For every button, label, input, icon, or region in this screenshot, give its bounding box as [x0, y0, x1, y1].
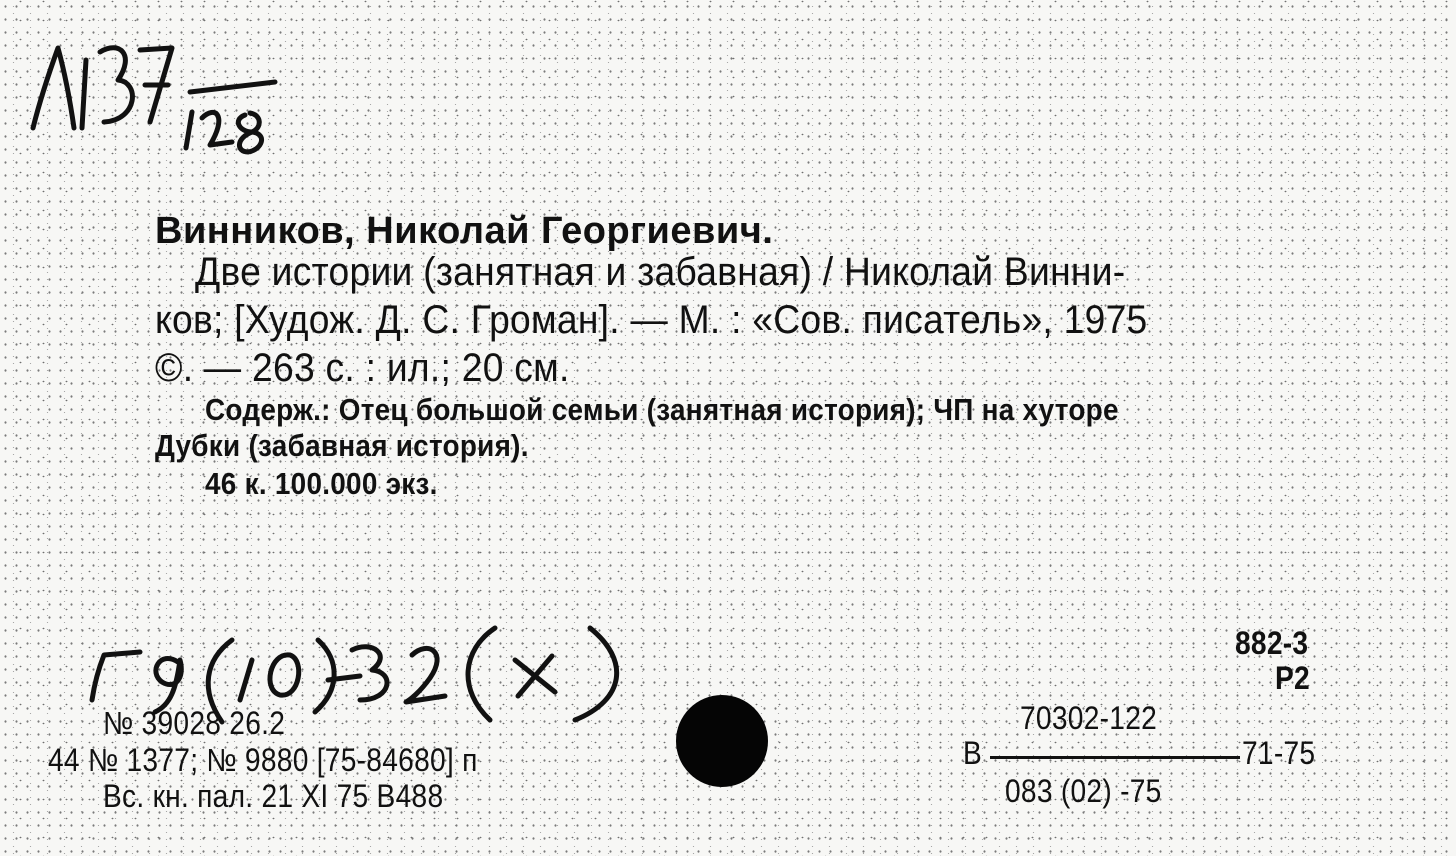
- fraction-rule: [990, 756, 1240, 759]
- chamber-imprint: Вс. кн. пал. 21 XI 75 В488: [103, 778, 444, 814]
- physical-description: ©. — 263 с. : ил.; 20 см.: [155, 346, 570, 390]
- punch-hole: [676, 695, 768, 787]
- registration-number: № 39028 26.2: [103, 705, 286, 741]
- title-line-1: Две истории (занятная и забавная) / Николай Винни-: [195, 250, 1126, 294]
- contents-note-line-1: Содерж.: Отец большой семьи (занятная история); ЧП на хуторе: [205, 392, 1119, 427]
- bbk-index: Р2: [1275, 660, 1310, 696]
- code-denominator: 083 (02) -75: [1005, 773, 1162, 809]
- handwritten-shelfmark: [33, 48, 275, 152]
- author-heading: Винников, Николай Георгиевич.: [155, 210, 774, 252]
- udc-index: 882-3: [1235, 625, 1309, 661]
- code-suffix: 71-75: [1242, 735, 1316, 771]
- contents-note-line-2: Дубки (забавная история).: [155, 428, 529, 463]
- title-line-2: ков; [Худож. Д. С. Громан]. — М. : «Сов. писатель», 1975: [155, 298, 1148, 342]
- price-and-run: 46 к. 100.000 экз.: [205, 466, 438, 501]
- card-numbers: 44 № 1377; № 9880 [75-84680] п: [48, 742, 478, 778]
- code-prefix: В: [963, 735, 983, 771]
- code-numerator: 70302-122: [1020, 700, 1158, 736]
